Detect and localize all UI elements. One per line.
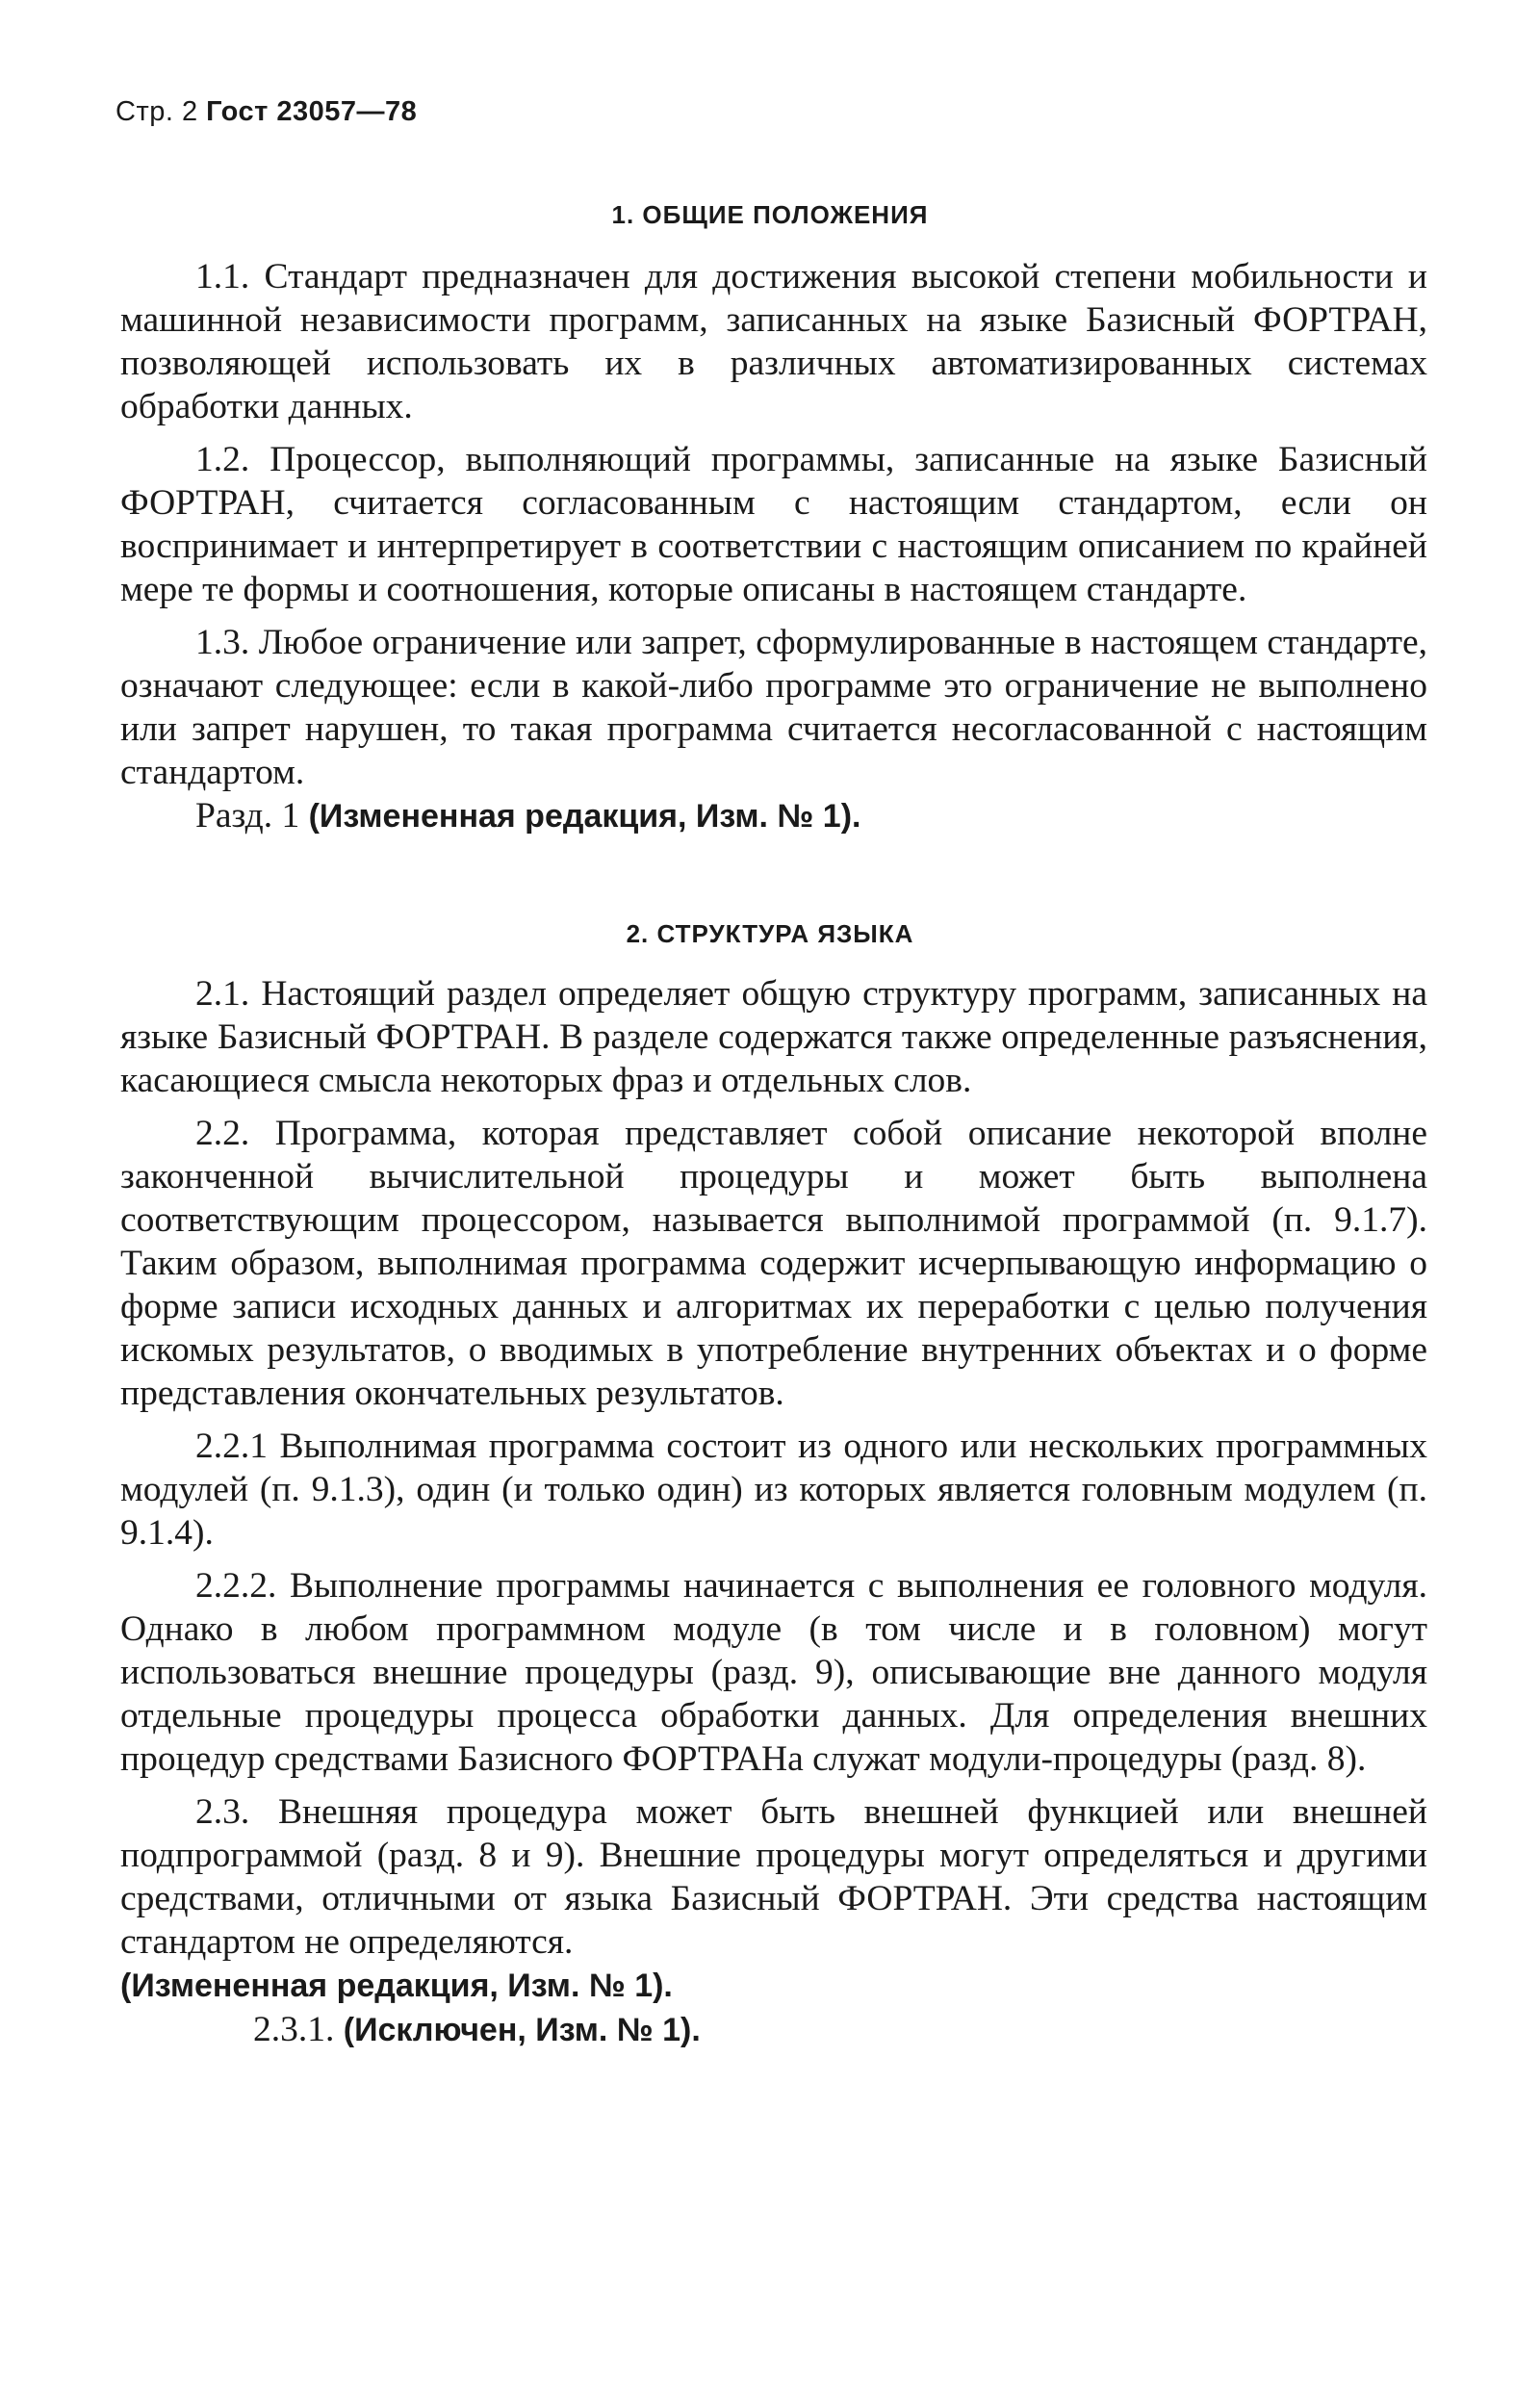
section-2-body bbox=[120, 972, 1427, 2052]
paragraph-number: 2.3.1. bbox=[253, 2010, 335, 2049]
paragraph-number: 2.2. bbox=[195, 1114, 250, 1153]
paragraph-number: 1.3. bbox=[195, 623, 250, 662]
paragraph-2-1 bbox=[120, 972, 1427, 1102]
paragraph-text: Стандарт предназначен для достижения высокой степени мобильности и машинной независимости программ, записанных на языке Базисный ФОРТРАН, позволяющей использовать их в различных автоматизированных системах обработки данных. bbox=[120, 257, 1428, 426]
paragraph-1-2 bbox=[120, 438, 1427, 611]
paragraph-text: Внешняя процедура может быть внешней функцией или внешней подпрограммой (разд. 8 и 9). Внешние процедуры могут определяться и другими средствами, отличными от языка Базисный ФОРТРАН. Эти средства настоящим стандартом не определяются. bbox=[120, 1792, 1427, 1962]
section-1-amendment-note bbox=[120, 794, 1427, 838]
paragraph-number: 2.3. bbox=[195, 1792, 250, 1832]
paragraph-text: Выполнение программы начинается с выполнения ее головного модуля. Однако в любом программном модуле (в том числе и в головном) могут использоваться внешние процедуры (разд. 9), описывающие вне данного модуля отдельные процедуры процесса обработки данных. Для определения внешних процедур средствами Базисного ФОРТРАНа служат модули-процедуры (разд. 8). bbox=[120, 1566, 1427, 1779]
paragraph-2-2-1 bbox=[120, 1425, 1427, 1555]
paragraph-2-3-amendment-note bbox=[120, 1964, 1427, 2008]
page-label: Стр. 2 bbox=[116, 96, 198, 127]
paragraph-2-3 bbox=[120, 1790, 1427, 1964]
paragraph-number: 2.1. bbox=[195, 974, 250, 1014]
paragraph-text: Любое ограничение или запрет, сформулированные в настоящем стандарте, означают следующее: если в какой-либо программе это ограничение не выполнено или запрет нарушен, то такая программа считается несогласованной с настоящим стандартом. bbox=[120, 623, 1427, 792]
paragraph-text: Настоящий раздел определяет общую структуру программ, записанных на языке Базисный ФОРТРАН. В разделе содержатся также определенные разъяснения, касающиеся смысла некоторых фраз и отдельных слов. bbox=[120, 974, 1427, 1100]
section-2-title: 2. СТРУКТУРА ЯЗЫКА bbox=[626, 919, 914, 948]
section-1-title: 1. ОБЩИЕ ПОЛОЖЕНИЯ bbox=[611, 200, 929, 229]
paragraph-2-3-1 bbox=[120, 2008, 1427, 2052]
amendment-prefix: Разд. 1 bbox=[195, 796, 300, 836]
paragraph-number: 1.1. bbox=[195, 257, 250, 296]
paragraph-1-3 bbox=[120, 621, 1427, 794]
paragraph-text: Выполнимая программа состоит из одного или нескольких программных модулей (п. 9.1.3), один (и только один) из которых является головным модулем (п. 9.1.4). bbox=[120, 1427, 1428, 1553]
excluded-note: (Исключен, Изм. № 1). bbox=[343, 2012, 701, 2048]
paragraph-text: Программа, которая представляет собой описание некоторой вполне законченной вычислительной процедуры и может быть выполнена соответствующим процессором, называется выполнимой программой (п. 9.1.7). Таким образом, выполнимая программа содержит исчерпывающую информацию о форме записи исходных данных и алгоритмах их переработки с целью получения искомых результатов, о вводимых в употребление внутренних объектах и о форме представления окончательных результатов. bbox=[120, 1114, 1428, 1413]
paragraph-2-2-2 bbox=[120, 1564, 1427, 1781]
section-1-body bbox=[120, 255, 1427, 838]
paragraph-2-2 bbox=[120, 1112, 1427, 1415]
running-header bbox=[116, 96, 417, 128]
paragraph-number: 1.2. bbox=[195, 440, 250, 479]
paragraph-number: 2.2.2. bbox=[195, 1566, 277, 1606]
standard-number: Гост 23057—78 bbox=[206, 96, 418, 127]
amendment-text: (Измененная редакция, Изм. № 1). bbox=[120, 1968, 673, 2004]
paragraph-1-1 bbox=[120, 255, 1427, 428]
paragraph-number: 2.2.1 bbox=[195, 1427, 268, 1466]
paragraph-text: Процессор, выполняющий программы, записанные на языке Базисный ФОРТРАН, считается согласованным с настоящим стандартом, если он воспринимает и интерпретирует в соответствии с настоящим описанием по крайней мере те формы и соотношения, которые описаны в настоящем стандарте. bbox=[120, 440, 1428, 609]
amendment-text: (Измененная редакция, Изм. № 1). bbox=[308, 798, 861, 835]
